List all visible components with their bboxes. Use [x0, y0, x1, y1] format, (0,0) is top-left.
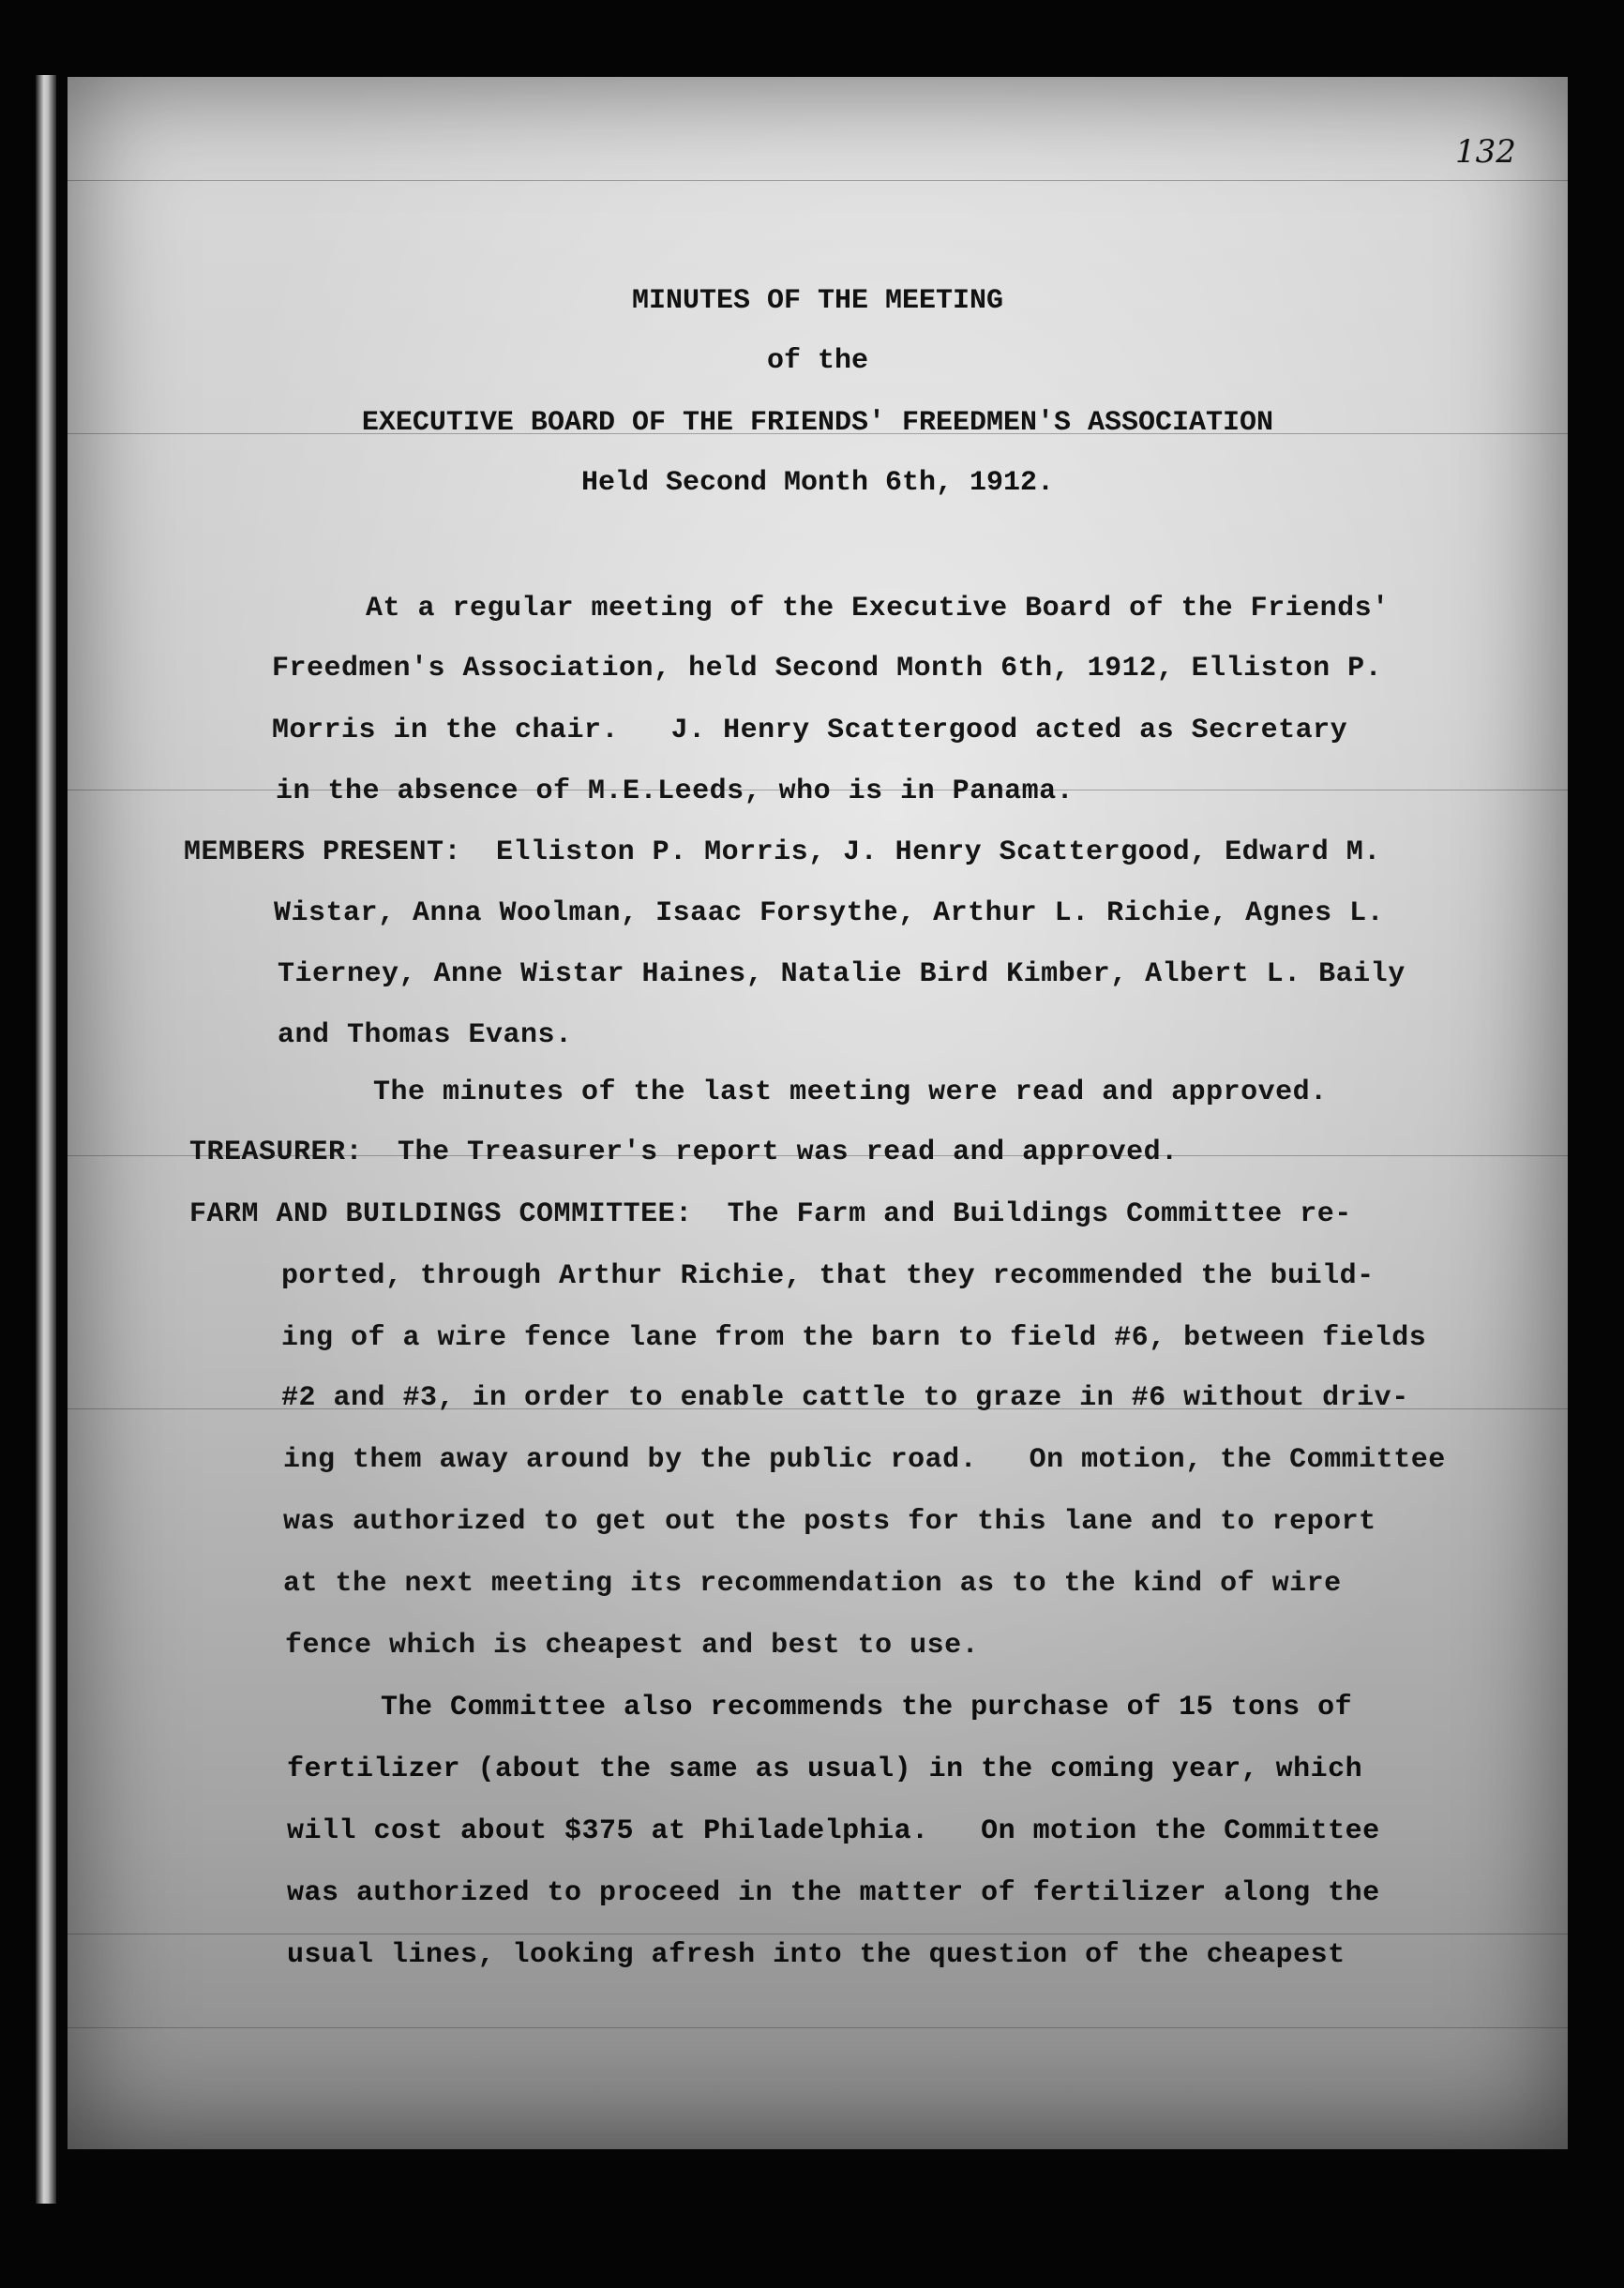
body-line: The Committee also recommends the purchase of 15 tons of: [381, 1692, 1353, 1724]
body-line: was authorized to get out the posts for this lane and to report: [283, 1506, 1376, 1538]
body-line: #2 and #3, in order to enable cattle to graze in #6 without driv-: [281, 1382, 1409, 1414]
body-line: usual lines, looking afresh into the question of the cheapest: [287, 1939, 1346, 1971]
body-line: will cost about $375 at Philadelphia. On motion the Committee: [287, 1815, 1380, 1847]
body-line: and Thomas Evans.: [278, 1019, 573, 1051]
minutes-subtitle: of the: [766, 345, 869, 377]
body-line: fertilizer (about the same as usual) in the coming year, which: [287, 1754, 1363, 1785]
body-line: TREASURER: The Treasurer's report was read and approved.: [189, 1136, 1179, 1168]
body-line: Tierney, Anne Wistar Haines, Natalie Bird Kimber, Albert L. Baily: [278, 958, 1406, 990]
ruled-line: [68, 180, 1568, 181]
meeting-date-heading: Held Second Month 6th, 1912.: [580, 467, 1055, 499]
document-page: [68, 77, 1568, 2149]
body-line: ported, through Arthur Richie, that they recommended the build-: [281, 1260, 1375, 1292]
body-line: MEMBERS PRESENT: Elliston P. Morris, J. Henry Scattergood, Edward M.: [184, 836, 1381, 868]
body-line: FARM AND BUILDINGS COMMITTEE: The Farm and Buildings Committee re-: [189, 1198, 1352, 1230]
binding-strip: [36, 75, 56, 2204]
body-line: Morris in the chair. J. Henry Scattergood acted as Secretary: [272, 715, 1348, 746]
body-line: ing of a wire fence lane from the barn to field #6, between fields: [281, 1322, 1427, 1354]
body-line: ing them away around by the public road. On motion, the Committee: [283, 1444, 1446, 1476]
page-number: 132: [1455, 133, 1516, 171]
body-line: fence which is cheapest and best to use.: [285, 1630, 980, 1662]
body-line: in the absence of M.E.Leeds, who is in Panama.: [276, 775, 1075, 807]
body-line: was authorized to proceed in the matter of fertilizer along the: [287, 1877, 1380, 1909]
body-line: at the next meeting its recommendation as to the kind of wire: [283, 1568, 1342, 1600]
body-line: Freedmen's Association, held Second Month 6th, 1912, Elliston P.: [272, 653, 1383, 685]
board-name-heading: EXECUTIVE BOARD OF THE FRIENDS' FREEDMEN'S ASSOCIATION: [361, 407, 1274, 439]
minutes-title: MINUTES OF THE MEETING: [631, 285, 1004, 317]
ruled-line: [68, 2027, 1568, 2028]
body-line: The minutes of the last meeting were read and approved.: [373, 1076, 1328, 1108]
body-line: At a regular meeting of the Executive Board of the Friends': [366, 593, 1390, 625]
body-line: Wistar, Anna Woolman, Isaac Forsythe, Arthur L. Richie, Agnes L.: [274, 897, 1385, 929]
